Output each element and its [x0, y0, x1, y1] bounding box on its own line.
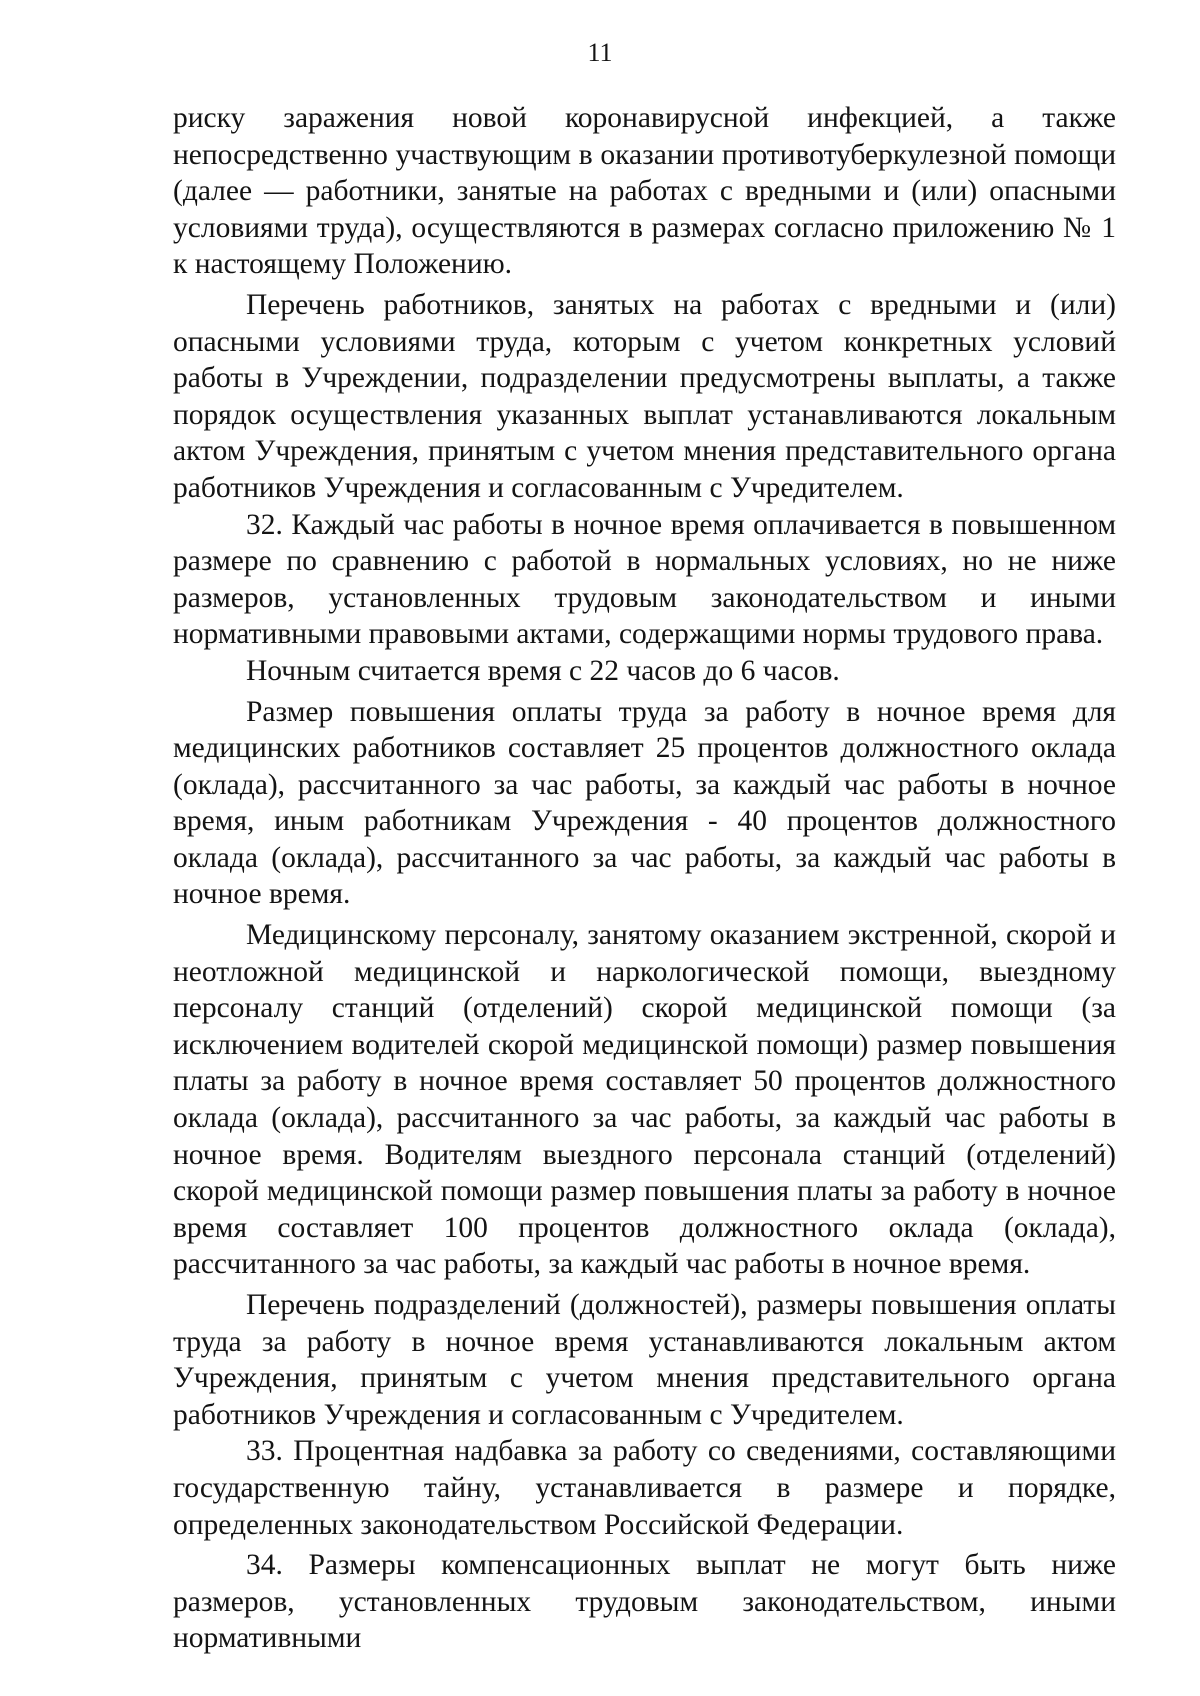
page-number: 11: [587, 38, 613, 67]
paragraph-night-time-definition: Ночным считается время с 22 часов до 6 часов.: [246, 654, 840, 687]
paragraph-continuation: риску заражения новой коронавирусной инфекцией, а также непосредственно участвующим в оказании противотуберкулезной помощи (далее — работники, занятые на работах с вредными и (или) опасными условиями труда), осуществляются в размерах согласно приложению № 1 к настоящему Положению.: [173, 102, 1116, 281]
paragraph-night-pay-rate: Размер повышения оплаты труда за работу в ночное время для медицинских работников составляет 25 процентов должностного оклада (оклада), рассчитанного за час работы, за каждый час работы в ночное время, иным работникам Учреждения - 40 процентов должностного оклада (оклада), рассчитанного за час работы, за каждый час работы в ночное время.: [173, 695, 1116, 911]
paragraph-emergency-staff: Медицинскому персоналу, занятому оказанием экстренной, скорой и неотложной медицинской и наркологической помощи, выездному персоналу станций (отделений) скорой медицинской помощи (за исключением водителей скорой медицинской помощи) размер повышения платы за работу в ночное время составляет 50 процентов должностного оклада (оклада), рассчитанного за час работы, за каждый час работы в ночное время. Водителям выездного персонала станций (отделений) скорой медицинской помощи размер повышения платы за работу в ночное время составляет 100 процентов должностного оклада (оклада), рассчитанного за час работы, за каждый час работы в ночное время.: [173, 919, 1116, 1281]
document-body: [173, 100, 1116, 1657]
paragraph-34-compensation: 34. Размеры компенсационных выплат не могут быть ниже размеров, установленных трудовым законодательством, иными нормативными: [173, 1549, 1116, 1655]
paragraph-list-of-workers: Перечень работников, занятых на работах с вредными и (или) опасными условиями труда, которым с учетом конкретных условий работы в Учреждении, подразделении предусмотрены выплаты, а также порядок осуществления указанных выплат устанавливаются локальным актом Учреждения, принятым с учетом мнения представительного органа работников Учреждения и согласованным с Учредителем.: [173, 288, 1116, 504]
paragraph-list-of-departments: Перечень подразделений (должностей), размеры повышения оплаты труда за работу в ночное время устанавливаются локальным актом Учреждения, принятым с учетом мнения представительного органа работников Учреждения и согласованным с Учредителем.: [173, 1289, 1116, 1431]
paragraph-32-night-work: 32. Каждый час работы в ночное время оплачивается в повышенном размере по сравнению с работой в нормальных условиях, но не ниже размеров, установленных трудовым законодательством и иными нормативными правовыми актами, содержащими нормы трудового права.: [173, 508, 1116, 651]
paragraph-33-state-secret: 33. Процентная надбавка за работу со сведениями, составляющими государственную тайну, устанавливается в размере и порядке, определенных законодательством Российской Федерации.: [173, 1435, 1116, 1541]
